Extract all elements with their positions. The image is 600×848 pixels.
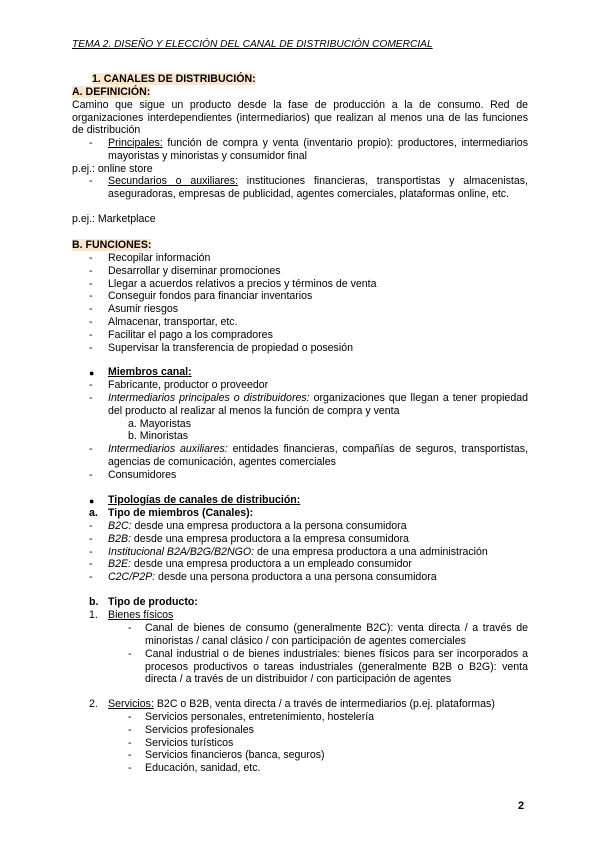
- canal-item: B2E: desde una empresa productora a un empleado consumidor: [108, 558, 412, 571]
- canal-item: B2C: desde una empresa productora a la persona consumidora: [108, 520, 407, 532]
- dash-marker: -: [128, 762, 132, 775]
- dash-marker: -: [89, 443, 93, 455]
- tipo-producto-heading: Tipo de producto:: [108, 596, 198, 608]
- list-marker: 1.: [89, 609, 98, 621]
- dash-marker: -: [89, 545, 93, 558]
- dash-marker: -: [89, 341, 93, 354]
- dash-marker: -: [89, 316, 93, 328]
- example-marketplace: p.ej.: Marketplace: [72, 213, 156, 225]
- list-marker: a.: [89, 507, 98, 519]
- dash-marker: -: [89, 379, 93, 391]
- definicion-heading: A. DEFINICIÓN:: [72, 86, 151, 98]
- funcion-item: Desarrollar y diseminar promociones: [108, 264, 281, 277]
- dash-marker: -: [89, 392, 93, 404]
- bullet-icon: ●: [89, 368, 95, 378]
- dash-marker: -: [128, 749, 132, 762]
- example-online-store: p.ej.: online store: [72, 163, 153, 175]
- dash-marker: -: [128, 736, 132, 749]
- servicio-item: Servicios profesionales: [145, 723, 254, 736]
- dash-marker: -: [89, 264, 93, 277]
- dash-marker: -: [89, 520, 93, 532]
- funcion-item: Llegar a acuerdos relativos a precios y términos de venta: [108, 277, 377, 290]
- canal-item: B2B: desde una empresa productora a la empresa consumidora: [108, 532, 409, 545]
- page-header: TEMA 2. DISEÑO Y ELECCIÓN DEL CANAL DE DISTRIBUCIÓN COMERCIAL: [72, 39, 433, 50]
- dash-marker: -: [89, 303, 93, 316]
- dash-marker: -: [128, 723, 132, 736]
- dash-marker: -: [89, 175, 93, 187]
- servicio-item: Educación, sanidad, etc.: [145, 762, 261, 775]
- dash-marker: -: [89, 137, 93, 149]
- miembro-item: Fabricante, productor o proveedor: [108, 379, 269, 391]
- dash-marker: -: [89, 469, 93, 481]
- dash-marker: -: [89, 571, 93, 584]
- dash-marker: -: [89, 328, 93, 341]
- bienes-item: Canal de bienes de consumo (generalmente B2C): venta directa / a través de minoristas / canal clásico / con participación de agentes comerciales: [145, 622, 528, 647]
- list-marker: b.: [89, 596, 99, 608]
- servicio-item: Servicios personales, entretenimiento, hostelería: [145, 711, 375, 723]
- section-title: 1. CANALES DE DISTRIBUCIÓN:: [92, 73, 256, 85]
- funcion-item: Asumir riesgos: [108, 303, 179, 316]
- miembro-item: Intermediarios principales o distribuidores: organizaciones que llegan a tener propiedad del producto al realizar al menos la función de compra y venta: [108, 392, 528, 417]
- bienes-item: Canal industrial o de bienes industriales: bienes físicos para ser incorporados a procesos productivos o tareas industriales (generalmente B2B o B2G): venta directa / a través de un distribuidor / con participación de agentes: [145, 648, 528, 686]
- miembro-item: Intermediarios auxiliares: entidades financieras, compañías de seguros, transportistas, agencias de comunicación, agentes comerciales: [108, 443, 528, 468]
- bienes-fisicos-label: Bienes físicos: [108, 609, 174, 621]
- dash-marker: -: [89, 277, 93, 290]
- dash-marker: -: [89, 290, 93, 303]
- canal-item: C2C/P2P: desde una persona productora a una persona consumidora: [108, 571, 437, 584]
- funcion-item: Conseguir fondos para financiar inventarios: [108, 290, 313, 303]
- dash-marker: -: [128, 648, 132, 660]
- bullet-icon: ●: [89, 496, 95, 506]
- servicio-item: Servicios financieros (banca, seguros): [145, 749, 325, 762]
- dash-marker: -: [89, 558, 93, 571]
- principales-item: Principales: función de compra y venta (inventario propio): productores, intermediarios mayoristas y minoristas y consumidor final: [108, 137, 528, 162]
- list-marker: 2.: [89, 698, 98, 710]
- definition-paragraph: Camino que sigue un producto desde la fase de producción a la de consumo. Red de organizaciones interdependientes (intermediarios) que realizan al menos una de las funciones de distribución: [72, 99, 528, 137]
- dash-marker: -: [89, 252, 93, 264]
- dash-marker: -: [128, 711, 132, 723]
- tipologias-heading: Tipologías de canales de distribución:: [108, 494, 301, 506]
- funcion-item: Supervisar la transferencia de propiedad o posesión: [108, 341, 353, 354]
- sub-item-mayoristas: a. Mayoristas: [128, 418, 191, 430]
- funcion-item: Almacenar, transportar, etc.: [108, 316, 238, 328]
- sub-item-minoristas: b. Minoristas: [128, 430, 189, 442]
- funcion-item: Recopilar información: [108, 252, 211, 264]
- miembros-heading: Miembros canal:: [108, 366, 192, 378]
- servicios-item: Servicios: B2C o B2B, venta directa / a través de intermediarios (p.ej. plataformas): [108, 698, 495, 710]
- page-number: 2: [518, 800, 525, 812]
- dash-marker: -: [128, 622, 132, 634]
- funciones-heading: B. FUNCIONES:: [72, 239, 152, 251]
- funcion-item: Facilitar el pago a los compradores: [108, 328, 273, 341]
- miembro-item: Consumidores: [108, 469, 177, 481]
- canal-item: Institucional B2A/B2G/B2NGO: de una empresa productora a una administración: [108, 545, 488, 558]
- tipo-miembros-heading: Tipo de miembros (Canales):: [108, 507, 254, 519]
- secundarios-item: Secundarios o auxiliares: instituciones financieras, transportistas y almacenistas, aseguradoras, empresas de publicidad, agentes comerciales, plataformas online, etc.: [108, 175, 528, 200]
- dash-marker: -: [89, 532, 93, 545]
- servicio-item: Servicios turísticos: [145, 736, 234, 749]
